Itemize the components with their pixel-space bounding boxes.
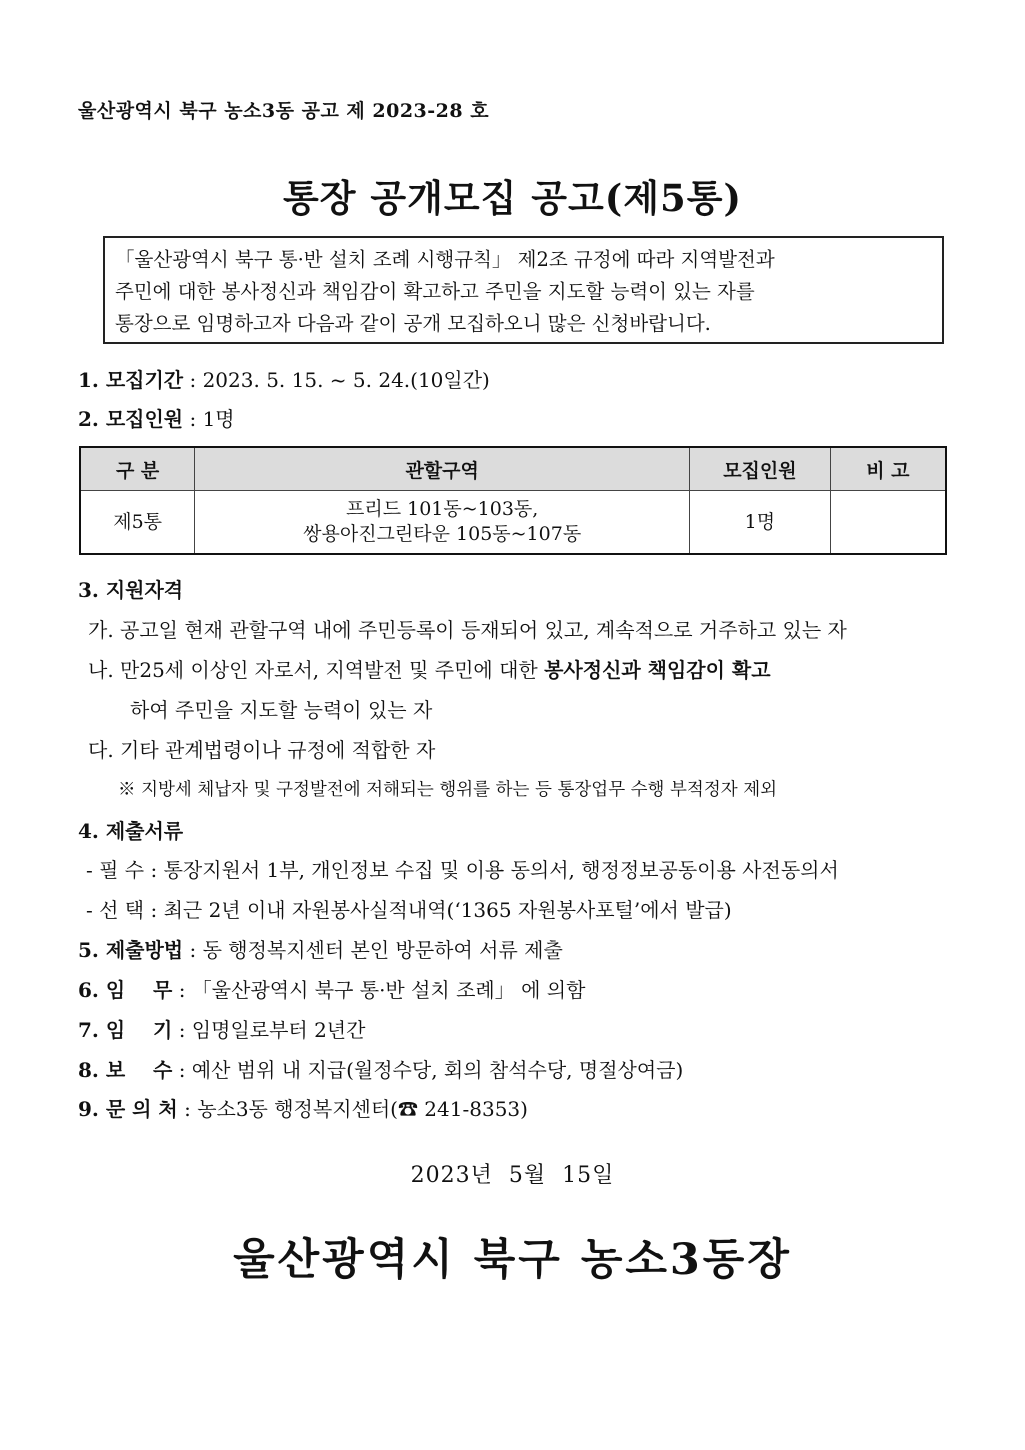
header-area: 관할구역 bbox=[195, 447, 690, 491]
table-header-row bbox=[80, 447, 946, 491]
documents-optional: - 선 택 : 최근 2년 이내 자원봉사실적내역(‘1365 자원봉사포털’에서 발급) bbox=[86, 898, 732, 922]
intro-line-3: 통장으로 임명하고자 다음과 같이 공개 모집하오니 많은 신청바랍니다. bbox=[115, 312, 711, 335]
qualification-item-c: 다. 기타 관계법령이나 규정에 적합한 자 bbox=[88, 738, 436, 762]
period-value: : 2023. 5. 15. ~ 5. 24.(10일간) bbox=[189, 368, 490, 392]
pay-label: 8. 보 수 bbox=[78, 1058, 173, 1082]
section-count bbox=[78, 403, 235, 432]
section-pay bbox=[78, 1054, 683, 1083]
documents-heading: 4. 제출서류 bbox=[78, 819, 184, 843]
duty-value: : 「울산광역시 북구 통·반 설치 조례」 에 의함 bbox=[178, 978, 586, 1002]
cell-remarks bbox=[830, 491, 946, 555]
term-label: 7. 임 기 bbox=[78, 1018, 173, 1042]
notice-date: 2023년 5월 15일 bbox=[410, 1163, 615, 1188]
qualification-item-b-text: 나. 만25세 이상인 자로서, 지역발전 및 주민에 대한 bbox=[88, 658, 545, 682]
qualification-item-b-continued: 하여 주민을 지도할 능력이 있는 자 bbox=[130, 698, 433, 722]
documents-required: - 필 수 : 통장지원서 1부, 개인정보 수집 및 이용 동의서, 행정정보공동이용 사전동의서 bbox=[86, 858, 839, 882]
signer: 울산광역시 북구 농소3동장 bbox=[233, 1235, 792, 1285]
intro-line-2: 주민에 대한 봉사정신과 책임감이 확고하고 주민을 지도할 능력이 있는 자를 bbox=[115, 280, 755, 303]
section-period bbox=[78, 364, 490, 393]
section-term bbox=[78, 1014, 365, 1043]
intro-line-1: 「울산광역시 북구 통·반 설치 조례 시행규칙」 제2조 규정에 따라 지역발전과 bbox=[115, 248, 775, 271]
qualification-heading: 3. 지원자격 bbox=[78, 578, 184, 602]
header-division: 구 분 bbox=[80, 447, 195, 491]
contact-value: : 농소3동 행정복지센터(☎ 241-8353) bbox=[184, 1097, 528, 1121]
header-remarks: 비 고 bbox=[830, 447, 946, 491]
count-value: : 1명 bbox=[189, 407, 235, 431]
qualification-item-b-emphasis: 봉사정신과 책임감이 확고 bbox=[544, 658, 771, 682]
duty-label: 6. 임 무 bbox=[78, 978, 173, 1002]
notice-number: 울산광역시 북구 농소3동 공고 제 2023-28 호 bbox=[78, 100, 490, 122]
qualification-note: ※ 지방세 체납자 및 구정발전에 저해되는 행위를 하는 등 통장업무 수행 부적정자 제외 bbox=[118, 780, 778, 800]
cell-count: 1명 bbox=[690, 491, 831, 555]
contact-label: 9. 문 의 처 bbox=[78, 1097, 178, 1121]
term-value: : 임명일로부터 2년간 bbox=[178, 1018, 366, 1042]
cell-division: 제5통 bbox=[80, 491, 195, 555]
table-row bbox=[80, 491, 946, 555]
cell-area-line-2: 쌍용아진그린타운 105동~107동 bbox=[303, 523, 582, 545]
period-label: 1. 모집기간 bbox=[78, 368, 184, 392]
qualification-item-a: 가. 공고일 현재 관할구역 내에 주민등록이 등재되어 있고, 계속적으로 거주하고 있는 자 bbox=[88, 618, 847, 642]
method-value: : 동 행정복지센터 본인 방문하여 서류 제출 bbox=[189, 938, 563, 962]
cell-area bbox=[195, 491, 690, 555]
intro-box bbox=[103, 236, 944, 344]
section-method bbox=[78, 934, 563, 963]
pay-value: : 예산 범위 내 지급(월정수당, 회의 참석수당, 명절상여금) bbox=[178, 1058, 684, 1082]
section-duty bbox=[78, 974, 585, 1003]
page-title: 통장 공개모집 공고(제5통) bbox=[283, 176, 742, 220]
section-contact bbox=[78, 1093, 528, 1122]
qualification-item-b bbox=[88, 654, 771, 683]
method-label: 5. 제출방법 bbox=[78, 938, 184, 962]
recruit-table bbox=[79, 446, 947, 555]
cell-area-line-1: 프리드 101동~103동, bbox=[346, 498, 539, 520]
count-label: 2. 모집인원 bbox=[78, 407, 184, 431]
header-count: 모집인원 bbox=[690, 447, 831, 491]
